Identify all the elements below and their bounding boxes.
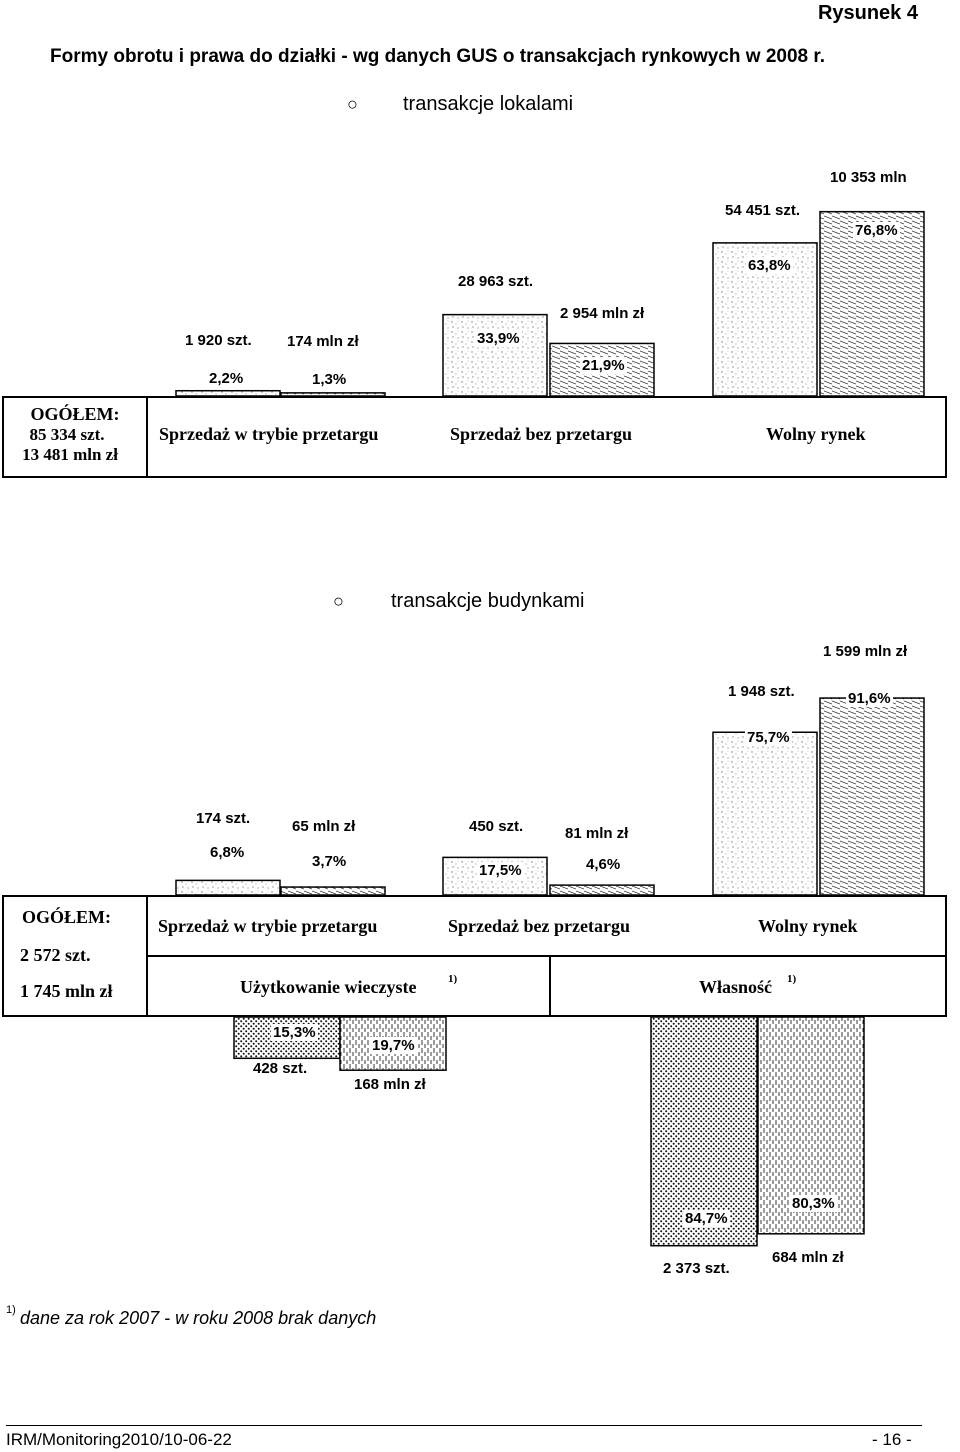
p2-label-count-no-auction: 450 szt. [469,818,524,835]
p2-pct-count-auction: 6,8% [210,844,245,861]
panel2-total-count: 2 572 szt. [20,945,91,965]
panel1-total-count: 85 334 szt. [29,425,105,444]
panel1-total-value: 13 481 mln zł [22,445,118,464]
p3-label-count-usufruct: 428 szt. [253,1060,308,1077]
p1-label-value-auction: 174 mln zł [287,333,359,350]
panel2-category-free-market: Wolny rynek [758,916,858,936]
panel1-category-free-market: Wolny rynek [766,424,866,444]
figure-label: Rysunek 4 [817,2,918,24]
p2-pct-value-auction: 3,7% [312,853,347,870]
p2-bar-count-0 [176,880,280,895]
p1-bar-value-2 [820,212,924,396]
panel2-right-perpetual-usufruct: Użytkowanie wieczyste [240,977,417,997]
page-title: Formy obrotu i prawa do działki - wg danych GUS o transakcjach rynkowych w 2008 r. [50,46,825,67]
p1-label-count-free: 54 451 szt. [725,202,801,219]
p1-bar-count-1 [443,315,547,396]
panel1-category-no-auction: Sprzedaż bez przetargu [450,424,632,444]
p3-pct-count-usufruct: 15,3% [273,1024,316,1041]
panel2-heading: transakcje budynkami [391,590,585,612]
panel1-total-label: OGÓŁEM: [30,404,120,424]
footer-left: IRM/Monitoring2010/10-06-22 [6,1430,232,1449]
p1-pct-count-no-auction: 33,9% [477,330,520,347]
panel2-right-ownership-footnote: 1) [787,973,797,985]
p1-label-count-no-auction: 28 963 szt. [458,273,534,290]
p2-pct-value-no-auction: 4,6% [586,856,621,873]
p2-label-count-free: 1 948 szt. [728,683,795,700]
p3-pct-value-usufruct: 19,7% [372,1037,415,1054]
p2-pct-count-free: 75,7% [747,729,790,746]
p2-bar-count-2 [713,732,817,895]
p2-bar-value-0 [281,887,385,895]
p1-pct-count-auction: 2,2% [209,370,244,387]
footer-rule [6,1425,922,1426]
p1-pct-count-free: 63,8% [748,257,791,274]
p2-bar-value-2 [820,698,924,895]
p2-pct-value-free: 91,6% [848,690,891,707]
p3-pct-count-ownership: 84,7% [685,1210,728,1227]
p2-label-count-auction: 174 szt. [196,810,251,827]
p1-label-value-free: 10 353 mln [830,169,907,186]
p3-label-value-ownership: 684 mln zł [772,1249,844,1266]
panel2-bullet: ○ [333,591,344,611]
panel2-total-value: 1 745 mln zł [20,981,113,1001]
footer-right: - 16 - [872,1430,912,1449]
p2-label-value-no-auction: 81 mln zł [565,825,629,842]
p2-label-value-auction: 65 mln zł [292,818,356,835]
p3-label-count-ownership: 2 373 szt. [663,1260,730,1277]
p1-pct-value-auction: 1,3% [312,371,347,388]
panel2-total-label: OGÓŁEM: [22,907,111,927]
footnote-marker: 1) [6,1304,16,1316]
p1-pct-value-no-auction: 21,9% [582,357,625,374]
panel1-total-box [2,396,148,478]
p2-pct-count-no-auction: 17,5% [479,862,522,879]
panel2-category-auction: Sprzedaż w trybie przetargu [158,916,378,936]
panel1-heading: transakcje lokalami [403,93,574,115]
p2-bar-value-1 [550,885,654,895]
footnote-text: dane za rok 2007 - w roku 2008 brak danych [20,1308,377,1328]
panel1-bullet: ○ [347,94,358,114]
p1-label-value-no-auction: 2 954 mln zł [560,305,645,322]
p3-label-value-usufruct: 168 mln zł [354,1076,426,1093]
panel1-category-auction: Sprzedaż w trybie przetargu [159,424,379,444]
panel2-right-perpetual-usufruct-footnote: 1) [448,973,458,985]
panel2-right-ownership: Własność [699,977,773,997]
p3-pct-value-ownership: 80,3% [792,1195,835,1212]
p1-pct-value-free: 76,8% [855,222,898,239]
panel2-category-no-auction: Sprzedaż bez przetargu [448,916,630,936]
panel2-total-box [2,895,148,1017]
p2-label-value-free: 1 599 mln zł [823,643,908,660]
p1-label-count-auction: 1 920 szt. [185,332,252,349]
